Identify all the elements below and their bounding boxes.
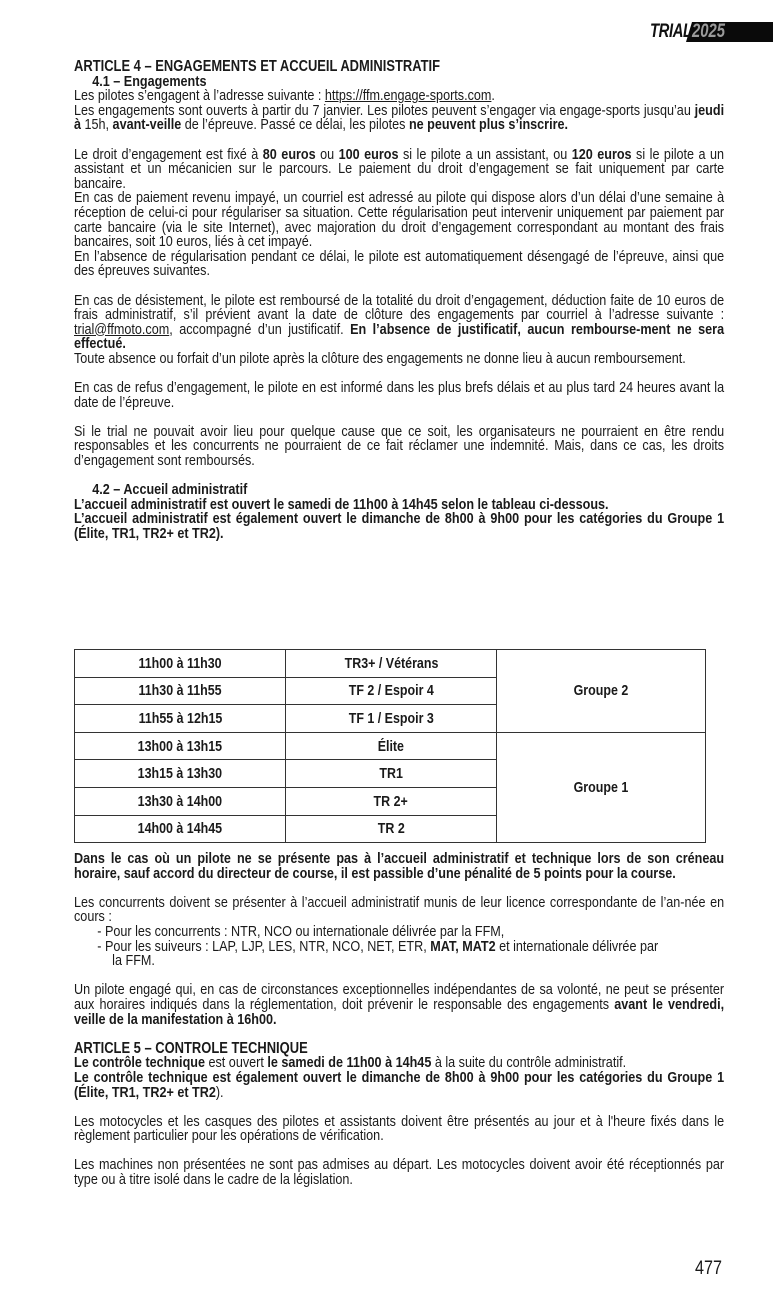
header-banner <box>648 20 773 44</box>
table-row: 13h30 à 14h00 TR 2+ <box>75 787 706 815</box>
paragraph-deregistration: En l’absence de régularisation pendant ce délai, le pilote est automatiquement désengagé de l’épreuve, ainsi que des épreuves suivantes. <box>74 247 725 280</box>
paragraph-saturday-hours: L’accueil administratif est ouvert le samedi de 11h00 à 14h45 selon le tableau ci-dessous. <box>74 495 609 513</box>
table-row: 14h00 à 14h45 TR 2 <box>75 815 706 843</box>
paragraph-licence: Les concurrents doivent se présenter à l’accueil administratif munis de leur licence correspondante de l’an-née en cours : <box>74 893 725 926</box>
year-label: 2025 <box>692 21 725 42</box>
paragraph-unpaid: En cas de paiement revenu impayé, un courriel est adressé au pilote qui dispose alors d’un délai d’une semaine à réception de celui-ci pour régulariser sa situation. Cette régularisation peut intervenir uniquement par paiement par carte bancaire (via le site Internet), avec majoration du droit d’engagement correspondant au montant des frais bancaires, soit 10 euros, liés à cet impayé. <box>74 189 725 251</box>
group-2-cell: Groupe 2 <box>497 650 706 733</box>
table-row: 11h00 à 11h30 TR3+ / Vétérans Groupe 2 <box>75 650 706 678</box>
section-4-1-title: 4.1 – Engagements <box>92 72 207 90</box>
paragraph-fees: Le droit d’engagement est fixé à 80 euros ou 100 euros si le pilote a un assistant, ou 120 euros si le pilote a un assistant et un mécanicien sur le parcours. Le paiement du droit d’engagement se fait uniquement par carte bancaire. <box>74 145 725 192</box>
series-label: TRIAL <box>650 21 692 42</box>
paragraph-motorcycles: Les motocycles et les casques des pilotes et assistants doivent être présentés au jour et à l'heure fixés dans le règlement particulier pour les opérations de vérification. <box>74 1112 725 1145</box>
table-row: 11h55 à 12h15 TF 1 / Espoir 3 <box>75 705 706 733</box>
paragraph-machines: Les machines non présentées ne sont pas admises au départ. Les motocycles doivent avoir été réceptionnés par type ou à titre isolé dans le cadre de la législation. <box>74 1156 725 1189</box>
paragraph-withdrawal: En cas de désistement, le pilote est remboursé de la totalité du droit d’engagement, déduction faite de 10 euros de frais administratif, s’il prévient avant la date de clôture des engagements par courriel à l’adresse suivante : trial@ffmoto.com, accompagné d’un justificatif. En l’absence de justificatif, aucun rembourse-ment ne sera effectué. <box>74 291 725 353</box>
table-row: 13h00 à 13h15 Élite Groupe 1 <box>75 732 706 760</box>
paragraph-opening: Les engagements sont ouverts à partir du 7 janvier. Les pilotes peuvent s’engager via engage-sports jusqu’au jeudi à 15h, avant-veille de l’épreuve. Passé ce délai, les pilotes ne peuvent plus s’inscrire. <box>74 101 725 134</box>
group-1-cell: Groupe 1 <box>497 732 706 842</box>
schedule-table <box>74 649 706 843</box>
list-item-followers: - Pour les suiveurs : LAP, LJP, LES, NTR, NCO, NET, ETR, MAT, MAT2 et internationale délivrée par <box>97 937 659 955</box>
paragraph-cancellation: Si le trial ne pouvait avoir lieu pour quelque cause que ce soit, les organisateurs ne pourraient en être rendu responsables et les concurrents ne pourraient de ce fait réclamer une indemnité. Mais, dans ce cas, les droits d’engagement sont remboursés. <box>74 422 725 470</box>
paragraph-refusal: En cas de refus d’engagement, le pilote en est informé dans les plus brefs délais et au plus tard 24 heures avant la date de l’épreuve. <box>74 379 725 411</box>
section-4-2-title: 4.2 – Accueil administratif <box>92 481 248 499</box>
paragraph-no-refund: Toute absence ou forfait d’un pilote après la clôture des engagements ne donne lieu à aucun remboursement. <box>74 349 686 367</box>
paragraph-penalty: Dans le cas où un pilote ne se présente pas à l’accueil administratif et technique lors de son créneau horaire, sauf accord du directeur de course, il est passible d’une pénalité de 5 points pour la course. <box>74 850 725 882</box>
article-4-title: ARTICLE 4 – ENGAGEMENTS ET ACCUEIL ADMINISTRATIF <box>74 58 441 75</box>
table-row: 11h30 à 11h55 TF 2 / Espoir 4 <box>75 677 706 705</box>
paragraph-sunday-hours: L’accueil administratif est également ouvert le dimanche de 8h00 à 9h00 pour les catégories du Groupe 1 (Élite, TR1, TR2+ et TR2). <box>74 510 725 542</box>
article-4-continued <box>74 852 724 1188</box>
list-item-competitors: - Pour les concurrents : NTR, NCO ou internationale délivrée par la FFM, <box>97 922 505 940</box>
article-5-title: ARTICLE 5 – CONTROLE TECHNIQUE <box>74 1039 308 1057</box>
table-row: 13h15 à 13h30 TR1 <box>75 760 706 788</box>
paragraph-tech-sunday: Le contrôle technique est également ouvert le dimanche de 8h00 à 9h00 pour les catégories du Groupe 1 (Élite, TR1, TR2+ et TR2). <box>74 1068 725 1101</box>
page-number: 477 <box>695 1258 722 1279</box>
list-item-followers-cont: la FFM. <box>112 952 155 970</box>
paragraph-tech-saturday: Le contrôle technique est ouvert le samedi de 11h00 à 14h45 à la suite du contrôle administratif. <box>74 1054 627 1072</box>
trial-email-link[interactable]: trial@ffmoto.com <box>74 320 170 338</box>
paragraph-exceptional: Un pilote engagé qui, en cas de circonstances exceptionnelles indépendantes de sa volonté, ne peut se présenter aux horaires indiqués dans la réglementation, doit prévenir le responsable des engagements avant le vendredi, veille de la manifestation à 16h00. <box>74 981 725 1028</box>
article-4 <box>74 60 724 542</box>
engage-sports-link[interactable]: https://ffm.engage-sports.com <box>324 87 492 105</box>
paragraph-address: Les pilotes s’engagent à l’adresse suivante : https://ffm.engage-sports.com. <box>74 87 495 105</box>
